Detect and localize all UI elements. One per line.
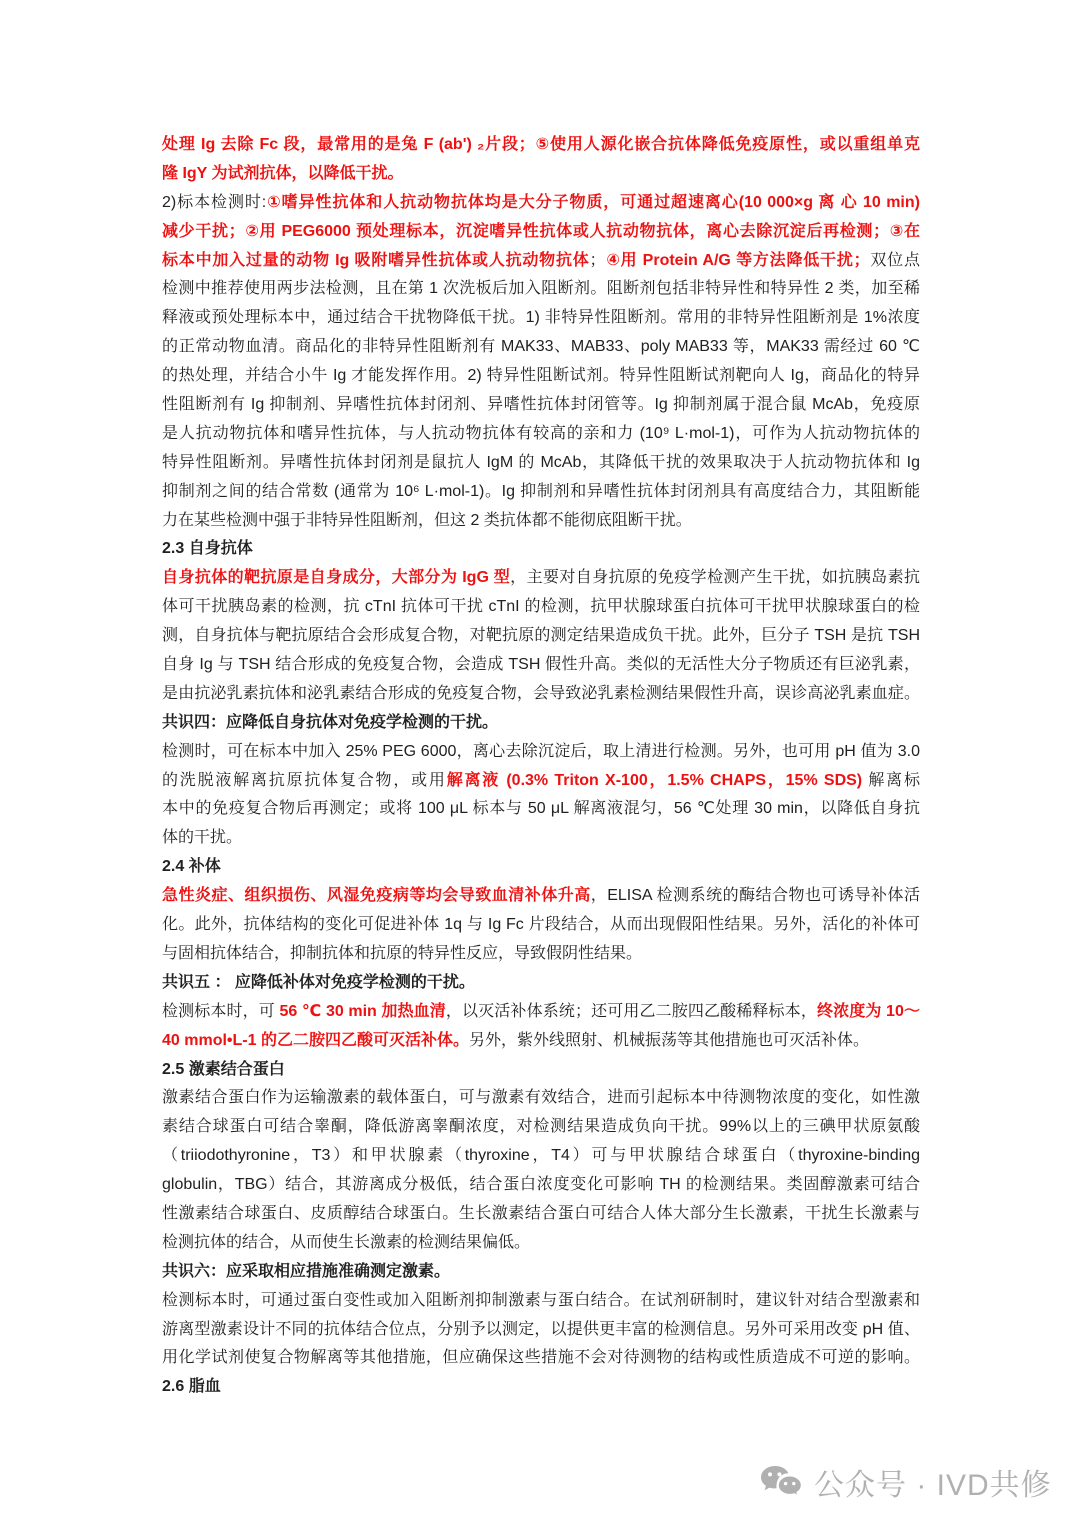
section-heading-2-5: 2.5 激素结合蛋白 [162, 1060, 285, 1078]
text-line: 处理 Ig 去除 Fc 段，最常用的是兔 F (ab') ₂片段；⑤使用人源化嵌合抗体降低免疫原性，或以重组单克 [162, 136, 920, 153]
text-line: 隆 IgY 为试剂抗体，以降低干扰。 [162, 164, 404, 182]
text-line: globulin，TBG）结合，其游离成分极低，结合蛋白浓度变化可影响 TH 的检测结果。类固醇激素可结合 [162, 1176, 920, 1194]
text-line: 的热处理，并结合小牛 Ig 才能发挥作用。2) 特异性阻断试剂。特异性阻断试剂靶向人 Ig，商品化的特异 [162, 367, 920, 385]
text-line: 素结合球蛋白可结合睾酮，降低游离睾酮浓度，对检测结果造成负向干扰。99%以上的三碘甲状原氨酸 [162, 1118, 920, 1136]
watermark-label: 公众号 · IVD共修 [814, 1469, 1052, 1502]
text-line: （triiodothyronine，T3）和甲状腺素（thyroxine，T4）可与甲状腺结合球蛋白（thyroxine-binding [162, 1147, 920, 1165]
text-line: 力在某些检测中强于非特异性阻断剂，但这 2 类抗体都不能彻底阻断干扰。 [162, 511, 692, 529]
text-line: 化。此外，抗体结构的变化可促进补体 1q 与 Ig Fc 片段结合，从而出现假阳性结果。另外，活化的补体可 [162, 916, 920, 934]
text-line: 减少干扰；②用 PEG6000 预处理标本，沉淀嗜异性抗体或人抗动物抗体，离心去除沉淀后再检测；③在 [162, 222, 920, 240]
text-line: 40 mmol•L-1 的乙二胺四乙酸可灭活补体。另外，紫外线照射、机械振荡等其他措施也可灭活补体。 [162, 1031, 869, 1049]
section-heading-2-3: 2.3 自身抗体 [162, 540, 253, 558]
document-body [162, 131, 920, 1402]
consensus-statement-6: 共识六：应采取相应措施准确测定激素。 [162, 1262, 451, 1280]
text-line: 检测时，可在标本中加入 25% PEG 6000，离心去除沉淀后，取上清进行检测。另外，也可用 pH 值为 3.0 [162, 742, 920, 760]
consensus-statement-4: 共识四：应降低自身抗体对免疫学检测的干扰。 [162, 713, 499, 731]
wechat-watermark [760, 1462, 1052, 1502]
text-line: 体可干扰胰岛素的检测，抗 cTnI 抗体可干扰 cTnI 的检测，抗甲状腺球蛋白抗体可干扰甲状腺球蛋白的检 [162, 598, 920, 616]
text-line: 游离型激素设计不同的抗体结合位点，分别予以测定，以提供更丰富的检测信息。另外可采用改变 pH 值、 [162, 1320, 920, 1338]
text-line: 检测抗体的结合，从而使生长激素的检测结果偏低。 [162, 1233, 531, 1251]
text-line: 特异性阻断剂。异嗜性抗体封闭剂是鼠抗人 IgM 的 McAb，其降低干扰的效果取决于人抗动物抗体和 Ig [162, 453, 920, 471]
text-line: 性阻断剂有 Ig 抑制剂、异嗜性抗体封闭剂、异嗜性抗体封闭管等。Ig 抑制剂属于混合鼠 McAb，免疫原 [162, 396, 920, 414]
text-line: 性激素结合球蛋白、皮质醇结合球蛋白。生长激素结合蛋白可结合人体大部分生长激素，干扰生长激素与 [162, 1204, 920, 1222]
text-line: 2)标本检测时:①嗜异性抗体和人抗动物抗体均是大分子物质，可通过超速离心(10 000×g 离 心 10 min) [162, 193, 920, 211]
text-line: 释液或预处理标本中，通过结合干扰物降低干扰。1) 非特异性阻断剂。常用的非特异性阻断剂是 1%浓度 [162, 309, 920, 327]
text-line: 自身抗体的靶抗原是自身成分，大部分为 IgG 型，主要对自身抗原的免疫学检测产生干扰，如抗胰岛素抗 [162, 569, 920, 587]
text-line: 自身 Ig 与 TSH 结合形成的免疫复合物，会造成 TSH 假性升高。类似的无活性大分子物质还有巨泌乳素， [162, 656, 920, 674]
text-line: 检测标本时，可 56 ℃ 30 min 加热血清，以灭活补体系统；还可用乙二胺四乙酸稀释标本，终浓度为 10～ [162, 1002, 920, 1020]
text-line: 的正常动物血清。商品化的非特异性阻断剂有 MAK33、MAB33、poly MAB33 等，MAK33 需经过 60 ℃ [162, 338, 920, 356]
text-line: 用化学试剂使复合物解离等其他措施，但应确保这些措施不会对待测物的结构或性质造成不可逆的影响。 [162, 1349, 920, 1367]
text-line: 是由抗泌乳素抗体和泌乳素结合形成的免疫复合物，会导致泌乳素检测结果假性升高，误诊高泌乳素血症。 [162, 684, 920, 702]
section-heading-2-6: 2.6 脂血 [162, 1378, 221, 1396]
text-line: 急性炎症、组织损伤、风湿免疫病等均会导致血清补体升高，ELISA 检测系统的酶结合物也可诱导补体活 [162, 887, 920, 905]
text-line: 与固相抗体结合，抑制抗体和抗原的特异性反应，导致假阴性结果。 [162, 944, 643, 962]
text-line: 检测中推荐使用两步法检测，且在第 1 次洗板后加入阻断剂。阻断剂包括非特异性和特异性 2 类，加至稀 [162, 280, 920, 298]
text-line: 激素结合蛋白作为运输激素的载体蛋白，可与激素有效结合，进而引起标本中待测物浓度的变化，如性激 [162, 1089, 920, 1107]
text-line: 标本中加入过量的动物 Ig 吸附嗜异性抗体或人抗动物抗体；④用 Protein A/G 等方法降低干扰；双位点 [162, 251, 920, 269]
text-line: 抑制剂之间的结合常数 (通常为 10⁶ L·mol-1)。Ig 抑制剂和异嗜性抗体封闭剂具有高度结合力，其阻断能 [162, 482, 920, 500]
text-line: 检测标本时，可通过蛋白变性或加入阻断剂抑制激素与蛋白结合。在试剂研制时，建议针对结合型激素和 [162, 1291, 920, 1309]
section-heading-2-4: 2.4 补体 [162, 858, 221, 876]
text-line: 的洗脱液解离抗原抗体复合物，或用解离液 (0.3% Triton X-100，1.5% CHAPS，15% SDS) 解离标 [162, 771, 920, 789]
text-line: 测，自身抗体与靶抗原结合会形成复合物，对靶抗原的测定结果造成负干扰。此外，巨分子 TSH 是抗 TSH [162, 627, 920, 645]
text-line: 体的干扰。 [162, 829, 243, 847]
text-line: 本中的免疫复合物后再测定；或将 100 μL 标本与 50 μL 解离液混匀，56 ℃处理 30 min，以降低自身抗 [162, 800, 920, 818]
wechat-icon [760, 1464, 802, 1500]
text-line: 是人抗动物抗体和嗜异性抗体，与人抗动物抗体有较高的亲和力 (10⁹ L·mol-1)，可作为人抗动物抗体的 [162, 424, 920, 442]
consensus-statement-5: 共识五 ： 应降低补体对免疫学检测的干扰。 [162, 973, 475, 991]
